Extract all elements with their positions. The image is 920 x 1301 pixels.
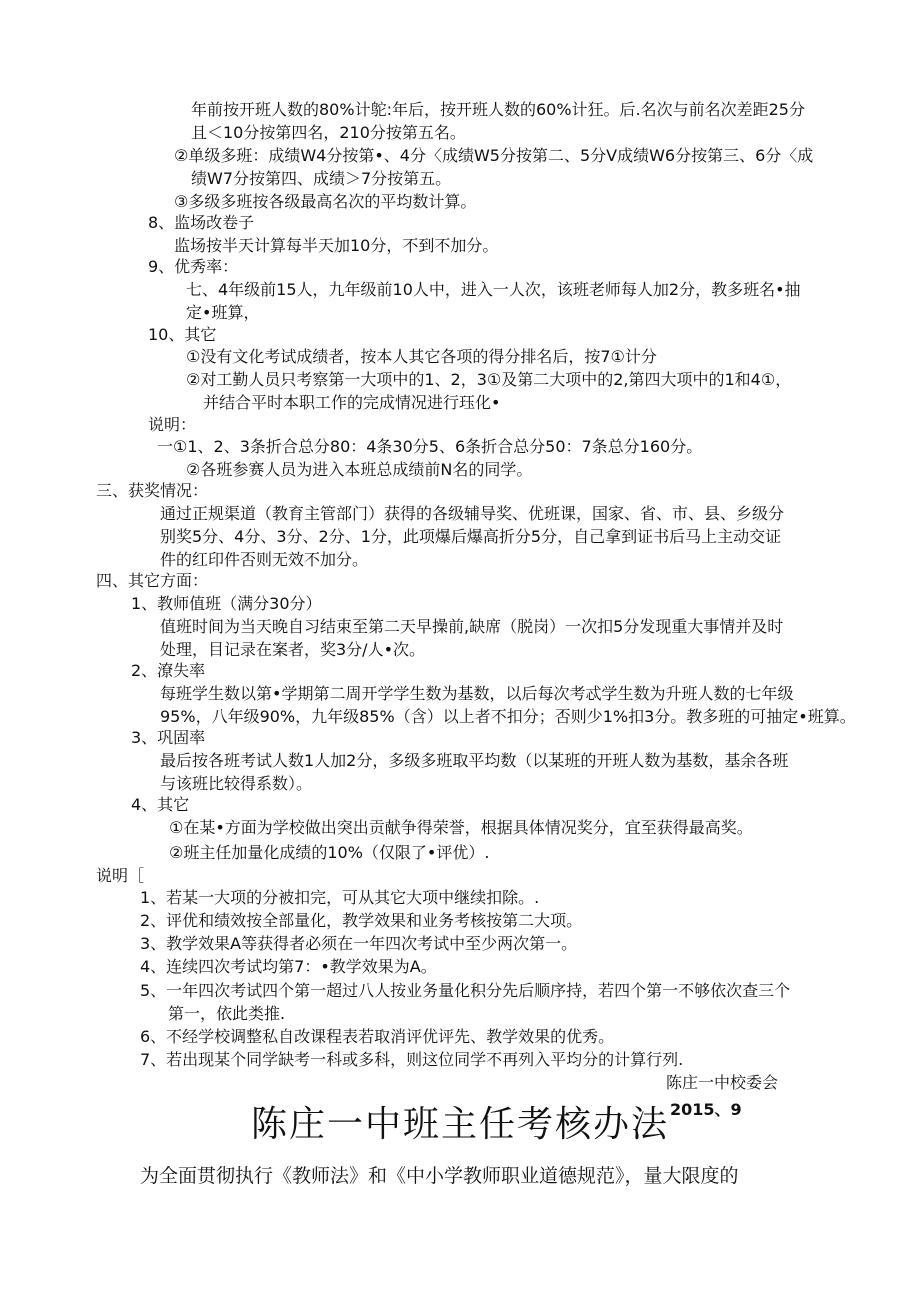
text-line: 一①1、2、3条折合总分80：4条30分5、6条折合总分50：7条总分160分。 [157,437,703,456]
text-line: ①没有文化考试成绩者，按本人其它各项的得分排名后，按7①计分 [186,347,657,366]
list-item: 3、教学效果A等获得者必须在一年四次考试中至少两次第一。 [140,934,578,953]
text-line: 最后按各班考试人数1人加2分，多级多班取平均数（以某班的开班人数为基数，基余各班 [160,751,789,770]
section-heading: 1、教师值班（满分30分） [131,594,322,613]
list-item: 7、若出现某个同学缺考一科或多科，则这位同学不再列入平均分的计算行列. [140,1050,684,1069]
section-heading: 10、其它 [148,325,217,344]
text-line: ②各班参赛人员为进入本班总成绩前N名的同学。 [186,460,533,479]
text-line: ②对工勤人员只考察第一大项中的1、2，3①及第二大项中的2,第四大项中的1和4①， [186,370,792,389]
text-line: ①在某•方面为学校做出突出贡献争得荣誉，根据具体情况奖分，宜至获得最高奖。 [169,818,753,837]
text-line: ②班主任加量化成绩的10%（仅限了•评优）. [169,843,490,862]
text-line: ②单级多班：成绩W4分按第•、4分〈成绩W5分按第二、5分V成绩W6分按第三、6分〈成 [174,146,814,165]
list-item: 1、若某一大项的分被扣完，可从其它大项中继续扣除。. [140,888,540,907]
text-line: 处理，目记录在案者，奖3分/人•次。 [160,640,426,659]
list-item: 6、不经学校调整私自改课程表若取消评优评先、教学效果的优秀。 [140,1027,615,1046]
signature-org: 陈庄一中校委会 [666,1073,779,1092]
document-title: 陈庄一中班主任考核办法 [250,1104,669,1145]
section-heading: 四、其它方面： [96,571,209,590]
text-line: 监场按半天计算每半天加10分，不到不加分。 [174,236,499,255]
text-line: 件的红印件否则无效不加分。 [160,550,369,569]
text-line: 每班学生数以第•学期第二周开学学生数为基数，以后每次考忒学生数为升班人数的七年级 [160,684,794,703]
section-heading: 8、监场改卷子 [148,213,255,232]
section-heading: 9、优秀率： [148,257,239,276]
section-heading: 说明： [148,415,197,434]
text-line: 第一，依此类推. [168,1004,286,1023]
section-heading: 3、巩固率 [131,728,206,747]
section-heading: 2、潦失率 [131,661,206,680]
text-line: 定•班算， [186,303,260,322]
signature-date: 2015、9 [670,1100,742,1119]
text-line: ③多级多班按各级最高名次的平均数计算。 [174,192,477,211]
list-item: 2、评优和绩效按全部量化，教学效果和业务考核按第二大项。 [140,911,583,930]
text-line: 且＜10分按第四名，210分按第五名。 [191,123,466,142]
text-line: 与该班比较得系数）。 [160,774,313,793]
text-line: 通过正规渠道（教育主管部门）获得的各级辅导奖、优班课，国家、省、市、县、乡级分 [160,504,785,523]
text-line: 值班时间为当天晚自习结束至第二天早操前,缺席（脱岗）一次扣5分发现重大事情并及时 [160,617,784,636]
text-line: 年前按开班人数的80%计鸵:年后，按开班人数的60%计狂。后.名次与前名次差距25分 [191,100,805,119]
section-heading: 三、获奖情况： [96,481,209,500]
text-line: 绩W7分按第四、成绩＞7分按第五。 [191,169,452,188]
list-item: 4、连续四次考试均第7：•教学效果为A。 [140,957,437,976]
text-line: 并结合平时本职工作的完成情况进行珏化• [203,393,501,412]
text-line: 别奖5分、4分、3分、2分、1分，此项爆后爆高折分5分，自己拿到证书后马上主动交证 [160,527,782,546]
section-heading: 说明［ [96,866,145,885]
text-line: 95%，八年级90%，九年级85%（含）以上者不扣分；否则少1%扣3分。教多班的可抽定•班算。 [160,707,856,726]
list-item: 5、一年四次考试四个第一超过八人按业务量化积分先后顺序持，若四个第一不够依次查三个 [140,981,791,1000]
text-line: 七、4年级前15人，九年级前10人中，进入一人次，该班老师每人加2分，教多班名•抽 [186,280,801,299]
intro-paragraph: 为全面贯彻执行《教师法》和《中小学教师职业道德规范》，量大限度的 [140,1165,739,1187]
section-heading: 4、其它 [131,795,190,814]
